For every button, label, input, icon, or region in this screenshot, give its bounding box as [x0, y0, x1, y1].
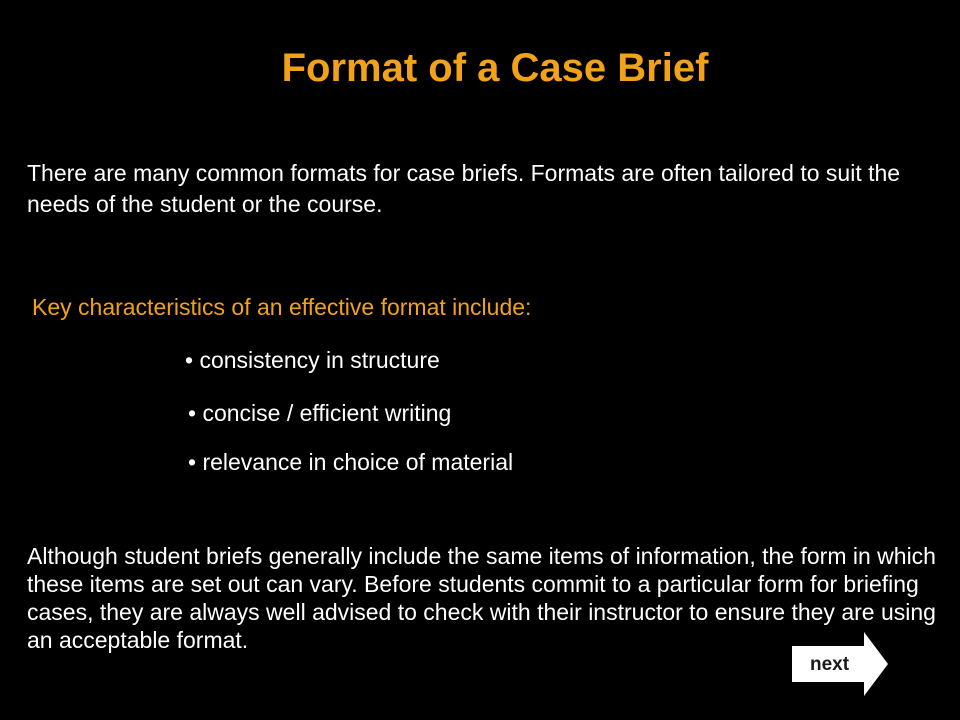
bullet-item-relevance: • relevance in choice of material: [188, 449, 514, 475]
intro-paragraph: There are many common formats for case briefs. Formats are often tailored to suit the needs of the student or the course.: [27, 160, 901, 217]
next-button[interactable]: [792, 632, 888, 696]
closing-paragraph: Although student briefs generally include the same items of information, the form in which these items are set out can vary. Before students commit to a particular form for briefing cases, they are always well advised to check with their instructor to ensure they are using an acceptable format.: [27, 543, 936, 653]
bullet-item-concise: • concise / efficient writing: [188, 400, 452, 426]
next-button-label: next: [810, 654, 850, 675]
page-title: Format of a Case Brief: [281, 46, 709, 90]
key-characteristics-heading: Key characteristics of an effective format include:: [32, 294, 532, 320]
bullet-item-consistency: • consistency in structure: [185, 347, 440, 373]
